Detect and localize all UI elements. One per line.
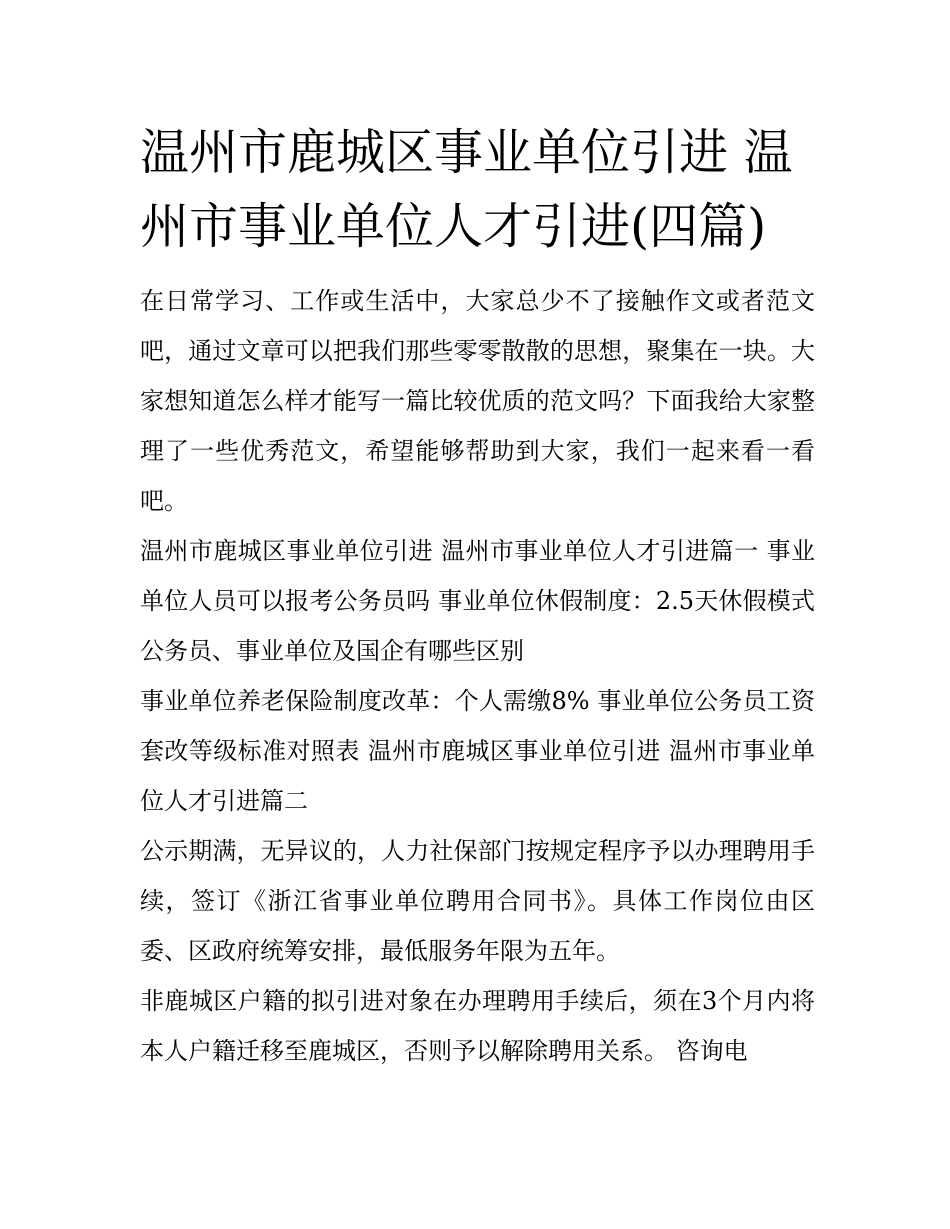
paragraph-household-registration: 非鹿城区户籍的拟引进对象在办理聘用手续后，须在3个月内将本人户籍迁移至鹿城区，否则予以解除聘用关系。 咨询电 — [140, 987, 815, 1065]
paragraph-article-two: 事业单位养老保险制度改革：个人需缴8% 事业单位公务员工资套改等级标准对照表 温州市鹿城区事业单位引进 温州市事业单位人才引进篇二 — [140, 687, 815, 815]
intro-paragraph: 在日常学习、工作或生活中，大家总少不了接触作文或者范文吧，通过文章可以把我们那些零零散散的思想，聚集在一块。大家想知道怎么样才能写一篇比较优质的范文吗？下面我给大家整理了一些优秀范文，希望能够帮助到大家，我们一起来看一看吧。 — [140, 287, 815, 515]
paragraph-article-one: 温州市鹿城区事业单位引进 温州市事业单位人才引进篇一 事业单位人员可以报考公务员吗 事业单位休假制度：2.5天休假模式 公务员、事业单位及国企有哪些区别 — [140, 537, 815, 665]
paragraph-publicity: 公示期满，无异议的，人力社保部门按规定程序予以办理聘用手续，签订《浙江省事业单位聘用合同书》。具体工作岗位由区委、区政府统筹安排，最低服务年限为五年。 — [140, 837, 815, 965]
document-page — [140, 116, 815, 1076]
document-body — [140, 276, 815, 1076]
document-title: 温州市鹿城区事业单位引进 温州市事业单位人才引进(四篇) — [140, 124, 793, 255]
